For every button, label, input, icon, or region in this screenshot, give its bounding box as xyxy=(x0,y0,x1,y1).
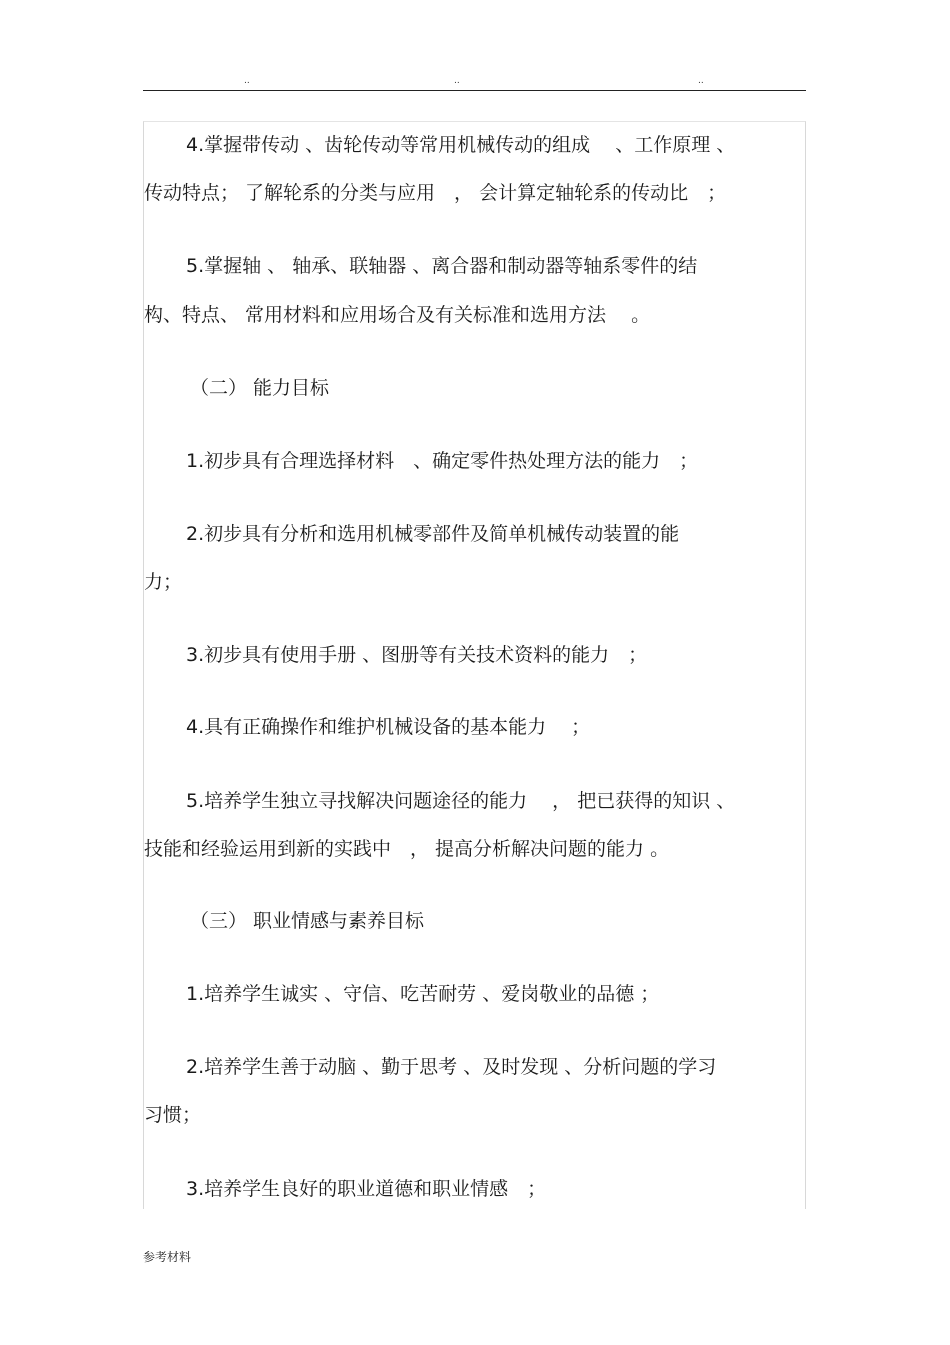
paragraph-line: 传动特点； 了解轮系的分类与应用 ， 会计算定轴轮系的传动比 ； xyxy=(144,182,727,204)
paragraph-line: 2.初步具有分析和选用机械零部件及简单机械传动装置的能 xyxy=(186,523,680,545)
page-header-marks xyxy=(0,74,950,88)
paragraph-line: 3.培养学生良好的职业道德和职业情感 ； xyxy=(186,1178,547,1200)
header-rule xyxy=(143,90,806,91)
header-mark: .. xyxy=(244,76,250,86)
paragraph-line: 4.具有正确操作和维护机械设备的基本能力 ； xyxy=(186,716,591,738)
section-heading: （二） 能力目标 xyxy=(190,377,330,399)
paragraph-line: 4.掌握带传动 、齿轮传动等常用机械传动的组成 、工作原理 、 xyxy=(186,134,736,156)
paragraph-line: 5.培养学生独立寻找解决问题途径的能力 ， 把已获得的知识 、 xyxy=(186,790,736,812)
paragraph-line: 1.培养学生诚实 、守信、吃苦耐劳 、爱岗敬业的品德 ； xyxy=(186,983,660,1005)
paragraph-line: 技能和经验运用到新的实践中 ， 提高分析解决问题的能力 。 xyxy=(144,838,670,860)
page-footer-label: 参考材料 xyxy=(143,1250,192,1264)
paragraph-line: 1.初步具有合理选择材料 、确定零件热处理方法的能力 ； xyxy=(186,450,699,472)
paragraph-line: 3.初步具有使用手册 、图册等有关技术资料的能力 ； xyxy=(186,644,648,666)
paragraph-line: 2.培养学生善于动脑 、勤于思考 、及时发现 、分析问题的学习 xyxy=(186,1056,717,1078)
paragraph-line: 5.掌握轴 、 轴承、联轴器 、离合器和制动器等轴系零件的结 xyxy=(186,255,698,277)
paragraph-line: 习惯； xyxy=(144,1104,202,1126)
paragraph-line: 力； xyxy=(144,571,183,593)
section-heading: （三） 职业情感与素养目标 xyxy=(190,910,425,932)
header-mark: .. xyxy=(454,76,460,86)
paragraph-line: 构、特点、 常用材料和应用场合及有关标准和选用方法 。 xyxy=(144,304,651,326)
header-mark: .. xyxy=(698,76,704,86)
